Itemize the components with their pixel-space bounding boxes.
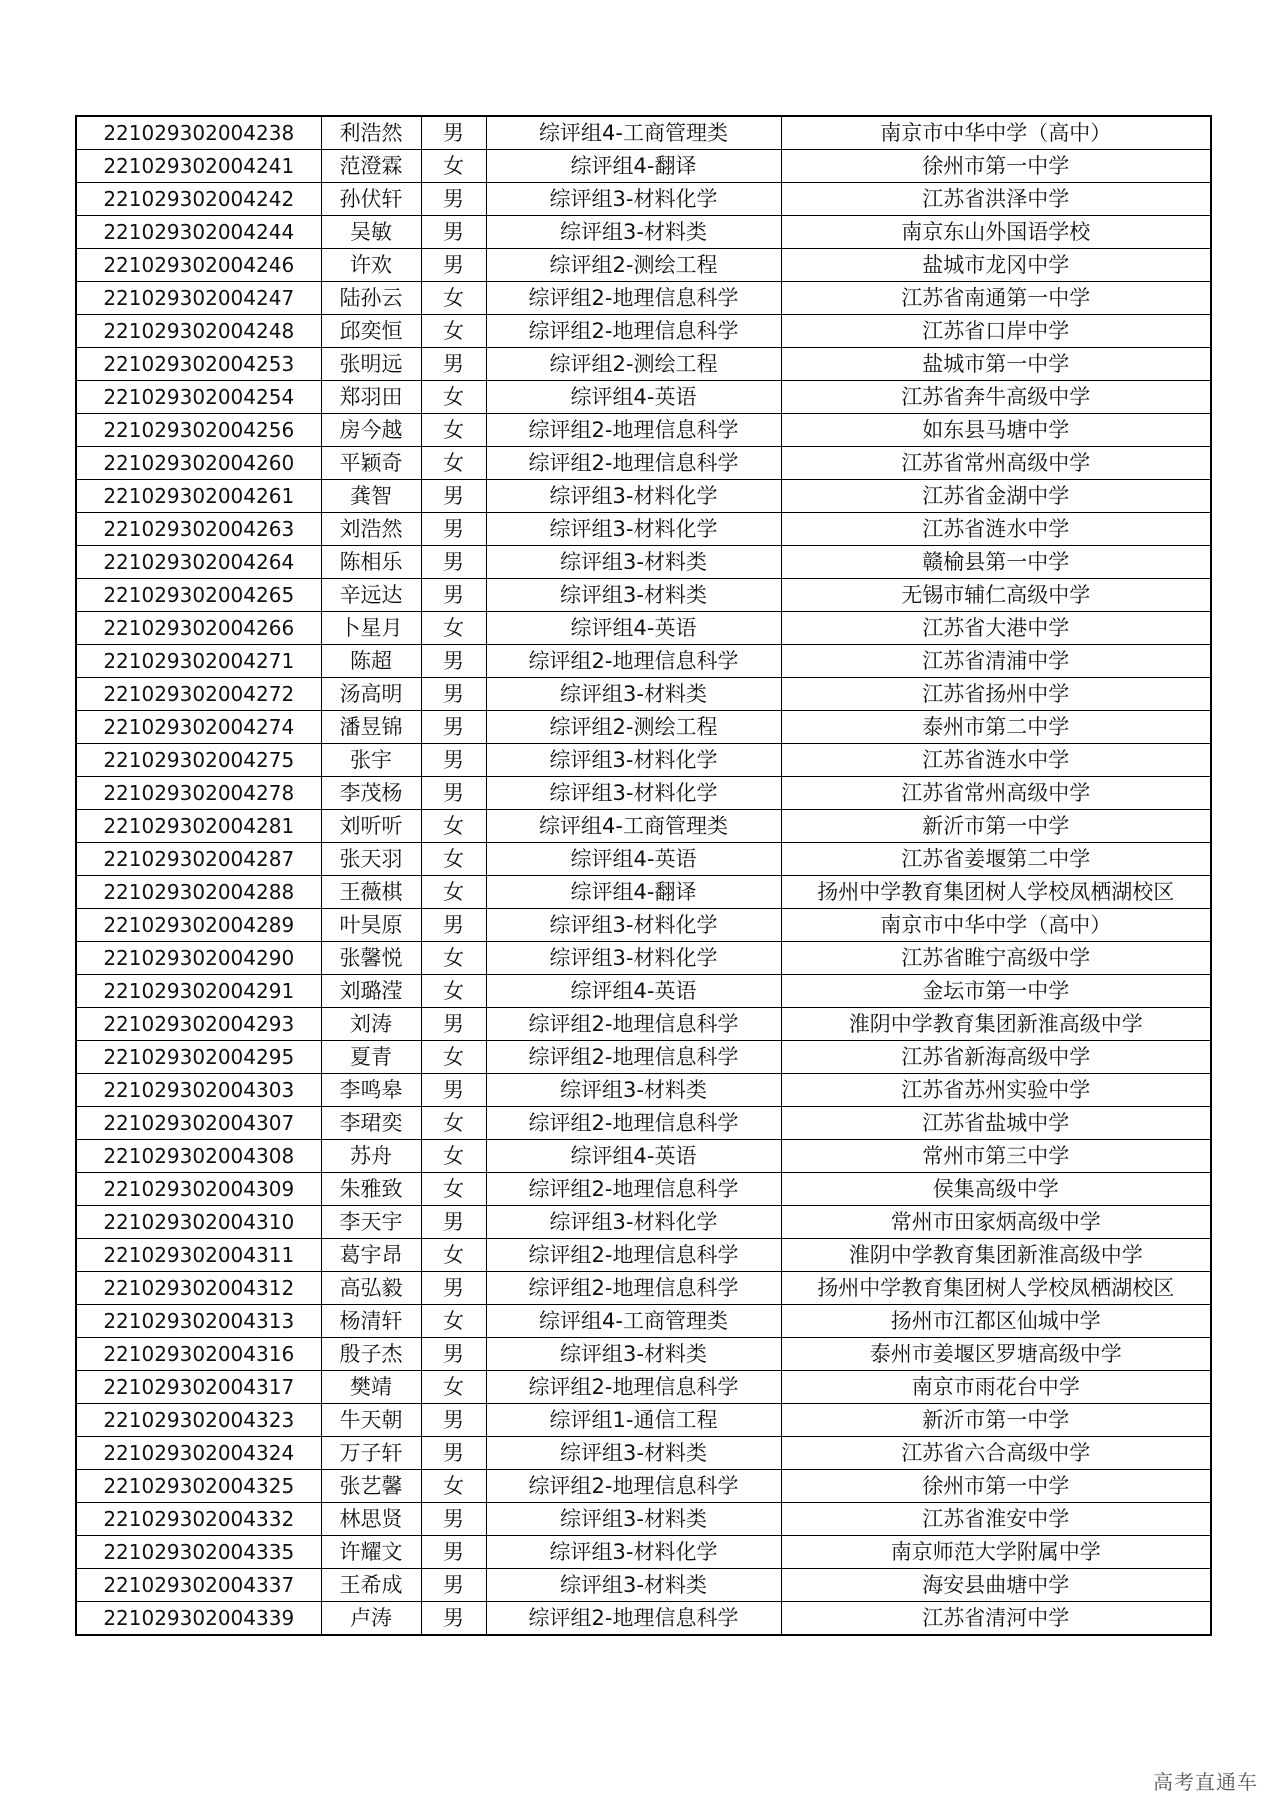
table-row	[76, 315, 1211, 348]
student-name-cell: 张明远	[321, 348, 421, 381]
school-cell: 无锡市辅仁高级中学	[781, 579, 1211, 612]
student-name-cell: 吴敏	[321, 216, 421, 249]
table-row	[76, 1305, 1211, 1338]
major-group-cell: 综评组2-测绘工程	[486, 348, 781, 381]
table-row	[76, 1371, 1211, 1404]
school-cell: 南京市中华中学（高中）	[781, 909, 1211, 942]
school-cell: 江苏省清河中学	[781, 1602, 1211, 1636]
gender-cell: 男	[421, 1503, 486, 1536]
student-id-cell: 221029302004272	[76, 678, 321, 711]
student-name-cell: 龚智	[321, 480, 421, 513]
student-name-cell: 张天羽	[321, 843, 421, 876]
school-cell: 江苏省奔牛高级中学	[781, 381, 1211, 414]
major-group-cell: 综评组3-材料类	[486, 1437, 781, 1470]
student-id-cell: 221029302004266	[76, 612, 321, 645]
student-name-cell: 陈相乐	[321, 546, 421, 579]
school-cell: 南京东山外国语学校	[781, 216, 1211, 249]
student-id-cell: 221029302004271	[76, 645, 321, 678]
student-name-cell: 卜星月	[321, 612, 421, 645]
major-group-cell: 综评组3-材料类	[486, 216, 781, 249]
table-row	[76, 1140, 1211, 1173]
gender-cell: 女	[421, 1371, 486, 1404]
major-group-cell: 综评组3-材料类	[486, 546, 781, 579]
student-id-cell: 221029302004307	[76, 1107, 321, 1140]
school-cell: 江苏省洪泽中学	[781, 183, 1211, 216]
table-row	[76, 116, 1211, 150]
gender-cell: 女	[421, 942, 486, 975]
student-name-cell: 叶昊原	[321, 909, 421, 942]
major-group-cell: 综评组2-地理信息科学	[486, 1602, 781, 1636]
gender-cell: 男	[421, 216, 486, 249]
school-cell: 江苏省淮安中学	[781, 1503, 1211, 1536]
student-id-cell: 221029302004247	[76, 282, 321, 315]
school-cell: 江苏省清浦中学	[781, 645, 1211, 678]
gender-cell: 男	[421, 116, 486, 150]
major-group-cell: 综评组3-材料类	[486, 1338, 781, 1371]
school-cell: 江苏省姜堰第二中学	[781, 843, 1211, 876]
student-name-cell: 张艺馨	[321, 1470, 421, 1503]
major-group-cell: 综评组3-材料化学	[486, 480, 781, 513]
student-name-cell: 朱雅致	[321, 1173, 421, 1206]
student-id-cell: 221029302004244	[76, 216, 321, 249]
student-name-cell: 张馨悦	[321, 942, 421, 975]
student-name-cell: 殷子杰	[321, 1338, 421, 1371]
table-row	[76, 381, 1211, 414]
gender-cell: 女	[421, 150, 486, 183]
table-row	[76, 711, 1211, 744]
major-group-cell: 综评组4-工商管理类	[486, 116, 781, 150]
major-group-cell: 综评组3-材料类	[486, 579, 781, 612]
table-row	[76, 513, 1211, 546]
table-row	[76, 1437, 1211, 1470]
student-id-cell: 221029302004253	[76, 348, 321, 381]
student-id-cell: 221029302004241	[76, 150, 321, 183]
student-id-cell: 221029302004281	[76, 810, 321, 843]
student-name-cell: 孙伏轩	[321, 183, 421, 216]
table-row	[76, 744, 1211, 777]
table-row	[76, 777, 1211, 810]
student-name-cell: 苏舟	[321, 1140, 421, 1173]
table-row	[76, 348, 1211, 381]
table-row	[76, 645, 1211, 678]
student-name-cell: 郑羽田	[321, 381, 421, 414]
gender-cell: 女	[421, 1239, 486, 1272]
gender-cell: 女	[421, 315, 486, 348]
gender-cell: 男	[421, 777, 486, 810]
student-id-cell: 221029302004260	[76, 447, 321, 480]
student-id-cell: 221029302004264	[76, 546, 321, 579]
gender-cell: 女	[421, 1173, 486, 1206]
student-name-cell: 潘昱锦	[321, 711, 421, 744]
major-group-cell: 综评组2-地理信息科学	[486, 1239, 781, 1272]
school-cell: 南京市雨花台中学	[781, 1371, 1211, 1404]
gender-cell: 男	[421, 1008, 486, 1041]
student-name-cell: 王薇棋	[321, 876, 421, 909]
student-id-cell: 221029302004309	[76, 1173, 321, 1206]
table-row	[76, 447, 1211, 480]
student-name-cell: 卢涛	[321, 1602, 421, 1636]
gender-cell: 男	[421, 1206, 486, 1239]
student-id-cell: 221029302004265	[76, 579, 321, 612]
major-group-cell: 综评组2-地理信息科学	[486, 1107, 781, 1140]
major-group-cell: 综评组2-地理信息科学	[486, 414, 781, 447]
student-id-cell: 221029302004313	[76, 1305, 321, 1338]
student-name-cell: 邱奕恒	[321, 315, 421, 348]
table-row	[76, 876, 1211, 909]
student-id-cell: 221029302004238	[76, 116, 321, 150]
student-id-cell: 221029302004289	[76, 909, 321, 942]
student-id-cell: 221029302004256	[76, 414, 321, 447]
major-group-cell: 综评组4-工商管理类	[486, 1305, 781, 1338]
student-name-cell: 汤高明	[321, 678, 421, 711]
school-cell: 盐城市第一中学	[781, 348, 1211, 381]
gender-cell: 男	[421, 579, 486, 612]
student-name-cell: 房今越	[321, 414, 421, 447]
gender-cell: 男	[421, 909, 486, 942]
school-cell: 赣榆县第一中学	[781, 546, 1211, 579]
table-row	[76, 1074, 1211, 1107]
major-group-cell: 综评组2-地理信息科学	[486, 645, 781, 678]
school-cell: 常州市第三中学	[781, 1140, 1211, 1173]
school-cell: 新沂市第一中学	[781, 810, 1211, 843]
gender-cell: 男	[421, 1338, 486, 1371]
major-group-cell: 综评组2-地理信息科学	[486, 1173, 781, 1206]
admission-roster-table	[75, 115, 1212, 1636]
roster-body	[76, 116, 1211, 1635]
major-group-cell: 综评组3-材料化学	[486, 909, 781, 942]
school-cell: 南京市中华中学（高中）	[781, 116, 1211, 150]
table-row	[76, 1272, 1211, 1305]
student-name-cell: 刘听听	[321, 810, 421, 843]
school-cell: 江苏省口岸中学	[781, 315, 1211, 348]
school-cell: 江苏省常州高级中学	[781, 447, 1211, 480]
table-row	[76, 480, 1211, 513]
student-id-cell: 221029302004288	[76, 876, 321, 909]
major-group-cell: 综评组2-地理信息科学	[486, 1041, 781, 1074]
table-row	[76, 1041, 1211, 1074]
school-cell: 江苏省六合高级中学	[781, 1437, 1211, 1470]
school-cell: 徐州市第一中学	[781, 1470, 1211, 1503]
school-cell: 淮阴中学教育集团新淮高级中学	[781, 1239, 1211, 1272]
student-name-cell: 刘璐滢	[321, 975, 421, 1008]
student-name-cell: 李天宇	[321, 1206, 421, 1239]
table-row	[76, 1338, 1211, 1371]
major-group-cell: 综评组2-地理信息科学	[486, 1470, 781, 1503]
school-cell: 江苏省大港中学	[781, 612, 1211, 645]
major-group-cell: 综评组4-英语	[486, 843, 781, 876]
student-name-cell: 刘浩然	[321, 513, 421, 546]
table-row	[76, 249, 1211, 282]
school-cell: 江苏省涟水中学	[781, 744, 1211, 777]
table-row	[76, 1503, 1211, 1536]
school-cell: 江苏省金湖中学	[781, 480, 1211, 513]
student-id-cell: 221029302004274	[76, 711, 321, 744]
table-row	[76, 612, 1211, 645]
school-cell: 江苏省南通第一中学	[781, 282, 1211, 315]
student-id-cell: 221029302004263	[76, 513, 321, 546]
student-id-cell: 221029302004317	[76, 1371, 321, 1404]
table-row	[76, 1470, 1211, 1503]
gender-cell: 男	[421, 348, 486, 381]
gender-cell: 女	[421, 876, 486, 909]
student-id-cell: 221029302004316	[76, 1338, 321, 1371]
school-cell: 扬州中学教育集团树人学校凤栖湖校区	[781, 1272, 1211, 1305]
student-name-cell: 刘涛	[321, 1008, 421, 1041]
student-name-cell: 张宇	[321, 744, 421, 777]
table-row	[76, 1569, 1211, 1602]
table-row	[76, 1206, 1211, 1239]
major-group-cell: 综评组3-材料类	[486, 1074, 781, 1107]
student-name-cell: 高弘毅	[321, 1272, 421, 1305]
gender-cell: 男	[421, 645, 486, 678]
student-id-cell: 221029302004293	[76, 1008, 321, 1041]
gender-cell: 男	[421, 1272, 486, 1305]
school-cell: 新沂市第一中学	[781, 1404, 1211, 1437]
school-cell: 泰州市第二中学	[781, 711, 1211, 744]
school-cell: 江苏省常州高级中学	[781, 777, 1211, 810]
table-row	[76, 810, 1211, 843]
student-id-cell: 221029302004308	[76, 1140, 321, 1173]
student-id-cell: 221029302004248	[76, 315, 321, 348]
major-group-cell: 综评组2-地理信息科学	[486, 447, 781, 480]
student-name-cell: 李珺奕	[321, 1107, 421, 1140]
student-id-cell: 221029302004310	[76, 1206, 321, 1239]
table-row	[76, 1107, 1211, 1140]
table-row	[76, 216, 1211, 249]
major-group-cell: 综评组4-翻译	[486, 150, 781, 183]
student-name-cell: 陆孙云	[321, 282, 421, 315]
student-id-cell: 221029302004324	[76, 1437, 321, 1470]
student-name-cell: 李鸣皋	[321, 1074, 421, 1107]
table-row	[76, 579, 1211, 612]
school-cell: 常州市田家炳高级中学	[781, 1206, 1211, 1239]
student-name-cell: 陈超	[321, 645, 421, 678]
school-cell: 江苏省新海高级中学	[781, 1041, 1211, 1074]
gender-cell: 男	[421, 249, 486, 282]
student-name-cell: 范澄霖	[321, 150, 421, 183]
major-group-cell: 综评组3-材料化学	[486, 183, 781, 216]
school-cell: 扬州市江都区仙城中学	[781, 1305, 1211, 1338]
major-group-cell: 综评组4-英语	[486, 381, 781, 414]
table-row	[76, 150, 1211, 183]
student-name-cell: 利浩然	[321, 116, 421, 150]
major-group-cell: 综评组3-材料化学	[486, 513, 781, 546]
table-row	[76, 1404, 1211, 1437]
student-name-cell: 许耀文	[321, 1536, 421, 1569]
school-cell: 扬州中学教育集团树人学校凤栖湖校区	[781, 876, 1211, 909]
school-cell: 江苏省睢宁高级中学	[781, 942, 1211, 975]
student-name-cell: 夏青	[321, 1041, 421, 1074]
major-group-cell: 综评组2-地理信息科学	[486, 1272, 781, 1305]
gender-cell: 男	[421, 1437, 486, 1470]
gender-cell: 女	[421, 414, 486, 447]
gender-cell: 女	[421, 1140, 486, 1173]
table-row	[76, 282, 1211, 315]
major-group-cell: 综评组4-英语	[486, 975, 781, 1008]
gender-cell: 男	[421, 513, 486, 546]
student-name-cell: 樊靖	[321, 1371, 421, 1404]
student-name-cell: 林思贤	[321, 1503, 421, 1536]
table-row	[76, 1173, 1211, 1206]
gender-cell: 男	[421, 183, 486, 216]
major-group-cell: 综评组2-地理信息科学	[486, 1371, 781, 1404]
table-row	[76, 975, 1211, 1008]
major-group-cell: 综评组2-测绘工程	[486, 249, 781, 282]
table-row	[76, 942, 1211, 975]
student-id-cell: 221029302004323	[76, 1404, 321, 1437]
major-group-cell: 综评组4-英语	[486, 612, 781, 645]
student-id-cell: 221029302004339	[76, 1602, 321, 1636]
major-group-cell: 综评组2-测绘工程	[486, 711, 781, 744]
student-id-cell: 221029302004254	[76, 381, 321, 414]
student-id-cell: 221029302004261	[76, 480, 321, 513]
school-cell: 盐城市龙冈中学	[781, 249, 1211, 282]
gender-cell: 女	[421, 381, 486, 414]
gender-cell: 女	[421, 447, 486, 480]
gender-cell: 男	[421, 744, 486, 777]
gender-cell: 男	[421, 678, 486, 711]
major-group-cell: 综评组1-通信工程	[486, 1404, 781, 1437]
school-cell: 江苏省涟水中学	[781, 513, 1211, 546]
table-row	[76, 546, 1211, 579]
major-group-cell: 综评组2-地理信息科学	[486, 315, 781, 348]
gender-cell: 女	[421, 282, 486, 315]
student-id-cell: 221029302004335	[76, 1536, 321, 1569]
school-cell: 泰州市姜堰区罗塘高级中学	[781, 1338, 1211, 1371]
gender-cell: 男	[421, 711, 486, 744]
gender-cell: 男	[421, 480, 486, 513]
table-row	[76, 414, 1211, 447]
student-id-cell: 221029302004337	[76, 1569, 321, 1602]
student-id-cell: 221029302004290	[76, 942, 321, 975]
student-id-cell: 221029302004295	[76, 1041, 321, 1074]
table-row	[76, 1536, 1211, 1569]
table-row	[76, 1602, 1211, 1636]
gender-cell: 男	[421, 1536, 486, 1569]
student-id-cell: 221029302004246	[76, 249, 321, 282]
student-name-cell: 李茂杨	[321, 777, 421, 810]
student-name-cell: 辛远达	[321, 579, 421, 612]
student-name-cell: 葛宇昂	[321, 1239, 421, 1272]
school-cell: 侯集高级中学	[781, 1173, 1211, 1206]
major-group-cell: 综评组3-材料类	[486, 1503, 781, 1536]
major-group-cell: 综评组3-材料化学	[486, 1206, 781, 1239]
major-group-cell: 综评组3-材料类	[486, 1569, 781, 1602]
watermark-text: 高考直通车	[1153, 1770, 1258, 1794]
student-id-cell: 221029302004332	[76, 1503, 321, 1536]
major-group-cell: 综评组4-英语	[486, 1140, 781, 1173]
school-cell: 南京师范大学附属中学	[781, 1536, 1211, 1569]
gender-cell: 女	[421, 1470, 486, 1503]
major-group-cell: 综评组3-材料类	[486, 678, 781, 711]
school-cell: 江苏省苏州实验中学	[781, 1074, 1211, 1107]
student-id-cell: 221029302004275	[76, 744, 321, 777]
gender-cell: 男	[421, 1602, 486, 1636]
school-cell: 徐州市第一中学	[781, 150, 1211, 183]
major-group-cell: 综评组2-地理信息科学	[486, 1008, 781, 1041]
table-row	[76, 1239, 1211, 1272]
school-cell: 江苏省盐城中学	[781, 1107, 1211, 1140]
table-row	[76, 909, 1211, 942]
gender-cell: 女	[421, 1107, 486, 1140]
gender-cell: 男	[421, 1569, 486, 1602]
major-group-cell: 综评组3-材料化学	[486, 1536, 781, 1569]
student-name-cell: 万子轩	[321, 1437, 421, 1470]
major-group-cell: 综评组4-翻译	[486, 876, 781, 909]
major-group-cell: 综评组3-材料化学	[486, 744, 781, 777]
table-row	[76, 843, 1211, 876]
student-name-cell: 王希成	[321, 1569, 421, 1602]
gender-cell: 男	[421, 1074, 486, 1107]
gender-cell: 女	[421, 810, 486, 843]
student-id-cell: 221029302004311	[76, 1239, 321, 1272]
school-cell: 海安县曲塘中学	[781, 1569, 1211, 1602]
student-name-cell: 平颖奇	[321, 447, 421, 480]
table-row	[76, 678, 1211, 711]
major-group-cell: 综评组3-材料化学	[486, 777, 781, 810]
school-cell: 金坛市第一中学	[781, 975, 1211, 1008]
student-id-cell: 221029302004242	[76, 183, 321, 216]
gender-cell: 女	[421, 1305, 486, 1338]
student-id-cell: 221029302004303	[76, 1074, 321, 1107]
student-id-cell: 221029302004278	[76, 777, 321, 810]
gender-cell: 女	[421, 843, 486, 876]
gender-cell: 男	[421, 1404, 486, 1437]
major-group-cell: 综评组3-材料化学	[486, 942, 781, 975]
school-cell: 如东县马塘中学	[781, 414, 1211, 447]
gender-cell: 女	[421, 1041, 486, 1074]
major-group-cell: 综评组4-工商管理类	[486, 810, 781, 843]
major-group-cell: 综评组2-地理信息科学	[486, 282, 781, 315]
student-name-cell: 杨清轩	[321, 1305, 421, 1338]
table-row	[76, 1008, 1211, 1041]
student-id-cell: 221029302004312	[76, 1272, 321, 1305]
school-cell: 江苏省扬州中学	[781, 678, 1211, 711]
student-id-cell: 221029302004291	[76, 975, 321, 1008]
gender-cell: 男	[421, 546, 486, 579]
student-id-cell: 221029302004325	[76, 1470, 321, 1503]
student-name-cell: 许欢	[321, 249, 421, 282]
gender-cell: 女	[421, 612, 486, 645]
table-row	[76, 183, 1211, 216]
student-id-cell: 221029302004287	[76, 843, 321, 876]
school-cell: 淮阴中学教育集团新淮高级中学	[781, 1008, 1211, 1041]
student-name-cell: 牛天朝	[321, 1404, 421, 1437]
gender-cell: 女	[421, 975, 486, 1008]
